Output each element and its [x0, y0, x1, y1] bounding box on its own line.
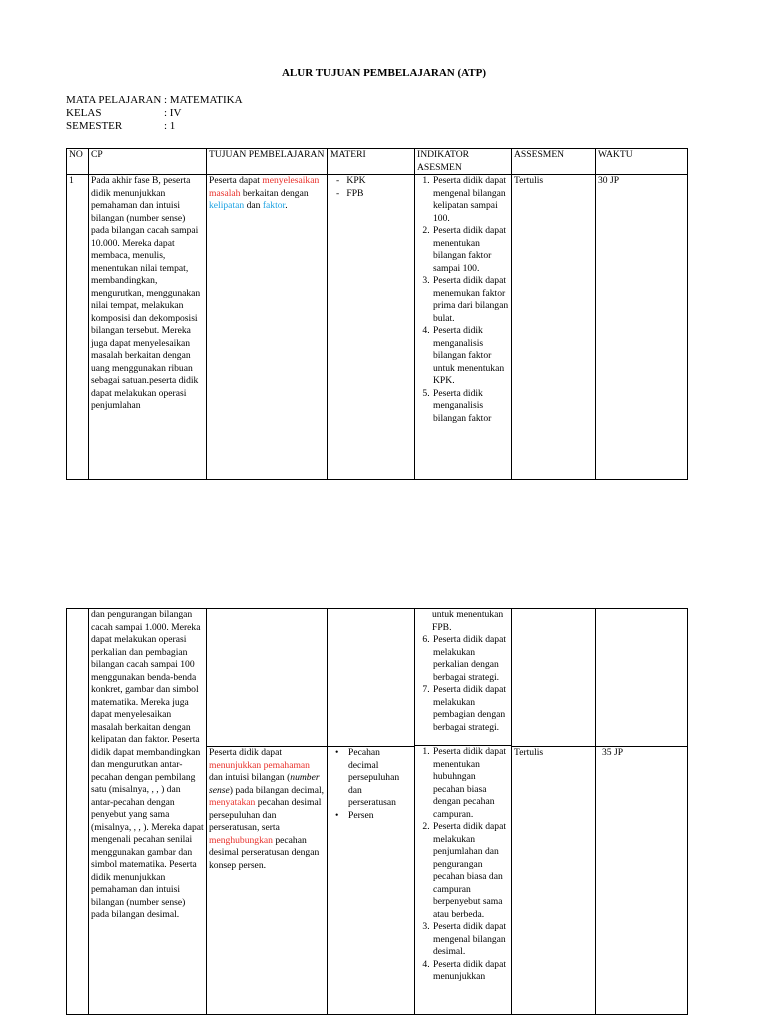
indikator-list [417, 746, 509, 984]
list-item: 4. Peserta didik menganalisis bilangan faktor untuk menentukan KPK. [432, 325, 509, 388]
row1-asesmen: Tertulis [512, 175, 596, 480]
list-item: 4. Peserta didik dapat menunjukkan [432, 959, 509, 984]
header-asesmen: ASSESMEN [512, 149, 596, 175]
row-cont-waktu [596, 609, 688, 1015]
atp-table-part1 [66, 148, 688, 480]
tp-text: Peserta dapat [209, 175, 263, 186]
meta-info [66, 94, 243, 133]
meta-class [66, 107, 243, 120]
tp-text: ) pada bilangan decimal, [229, 784, 325, 796]
row1-cp: Pada akhir fase B, peserta didik menunjukkan pemahaman dan intuisi bilangan (number sense) pada bilangan cacah sampai 10.000. Mereka dapat membaca, menulis, menentukan nilai tempat, membandingkan, mengurutkan, menggunakan nilai tempat, melakukan komposisi dan dekomposisi bilangan tersebut. Mereka juga dapat menyelesaikan masalah berkaitan dengan uang menggunakan ribuan sebagai satuan.peserta didik dapat melakukan operasi penjumlahan [89, 175, 207, 480]
row2-indikator [415, 746, 511, 984]
tp-italic: number sense [209, 772, 320, 796]
table-row [67, 609, 688, 1015]
tp-text: berkaitan dengan [240, 187, 309, 199]
header-indikator: INDIKATOR ASESMEN [415, 149, 512, 175]
row1-tujuan-cont [207, 609, 327, 747]
indikator-list [417, 634, 509, 734]
meta-class-value: : IV [164, 107, 182, 119]
row1-tujuan [207, 175, 328, 480]
row-cont-no [67, 609, 89, 1015]
row1-asesmen-cont [512, 609, 595, 747]
row-cont-tujuan [207, 609, 328, 1015]
row1-no: 1 [67, 175, 89, 480]
tp-text: dan intuisi bilangan ( [209, 772, 291, 783]
row2-tujuan [207, 747, 327, 872]
header-cp: CP [89, 149, 207, 175]
tp-text: pecahan desimal perseratusan dengan konsep persen. [209, 834, 320, 871]
row1-indikator-cont [415, 609, 511, 746]
row2-waktu: 35 JP [602, 747, 624, 758]
row1-indikator [415, 175, 512, 480]
list-item: 2. Peserta didik dapat menentukan bilangan faktor sampai 100. [432, 225, 509, 275]
materi-list [330, 175, 412, 200]
meta-class-label: KELAS [66, 107, 102, 119]
list-item: - KPK [330, 175, 412, 188]
header-waktu: WAKTU [596, 149, 688, 175]
tp-highlight-red: menyatakan [209, 797, 256, 808]
row-cont-asesmen [512, 609, 596, 1015]
list-item: 7. Peserta didik dapat melakukan pembagian dengan berbagai strategi. [432, 684, 509, 734]
meta-semester-label: SEMESTER [66, 120, 123, 132]
atp-table-part2 [66, 608, 688, 1015]
row-cont-materi [328, 609, 415, 1015]
tp-text: dan [244, 200, 263, 211]
list-item: 2. Peserta didik dapat melakukan penjumlahan dan pengurangan pecahan biasa dan campuran berpenyebut sama atau berbeda. [432, 821, 509, 921]
header-no: NO [67, 149, 89, 175]
tp-text: . [285, 200, 288, 211]
row1-waktu: 30 JP [596, 175, 688, 480]
list-item: 1. Peserta didik dapat menentukan hubuhngan pecahan biasa dengan pecahan campuran. [432, 746, 509, 821]
tp-text: pecahan desimal persepuluhan dan perseratusan, serta [209, 797, 322, 833]
materi-list [330, 747, 412, 822]
row1-waktu-cont [596, 609, 687, 747]
row1-materi-cont [328, 609, 414, 747]
indikator-continued: untuk menentukan FPB. [432, 609, 504, 633]
document-title: ALUR TUJUAN PEMBELAJARAN (ATP) [281, 67, 486, 79]
header-materi: MATERI [328, 149, 415, 175]
tp-highlight-red: menghubungkan [209, 834, 273, 846]
list-item: 6. Peserta didik dapat melakukan perkalian dengan berbagai strategi. [432, 634, 509, 684]
tp-highlight-blue: faktor [262, 200, 286, 211]
table-row [67, 175, 688, 480]
meta-semester [66, 120, 243, 133]
list-item: 3. Peserta didik dapat menemukan faktor prima dari bilangan bulat. [432, 275, 509, 325]
row-cont-indikator [415, 609, 512, 1015]
header-tujuan: TUJUAN PEMBELAJARAN [207, 149, 328, 175]
row2-materi [328, 747, 414, 822]
tp-highlight-red: menunjukkan pemahaman [209, 759, 310, 771]
indikator-list [417, 175, 509, 425]
row2-asesmen: Tertulis [514, 747, 544, 758]
list-item: 3. Peserta didik dapat mengenal bilangan desimal. [432, 921, 509, 959]
meta-subject-value: : MATEMATIKA [164, 94, 243, 106]
tp-highlight-blue: kelipatan [209, 200, 245, 211]
list-item: 5. Peserta didik menganalisis bilangan faktor [432, 388, 509, 426]
table-header-row [67, 149, 688, 175]
list-item: 1. Peserta didik dapat mengenal bilangan kelipatan sampai 100. [432, 175, 509, 225]
meta-subject [66, 94, 243, 107]
meta-semester-value: : 1 [164, 120, 176, 132]
list-item: - FPB [330, 188, 412, 201]
list-item: • Persen [348, 810, 412, 823]
row1-materi [328, 175, 415, 480]
row-cont-cp: dan pengurangan bilangan cacah sampai 1.000. Mereka dapat melakukan operasi perkalian dan pembagian bilangan cacah sampai 100 menggunakan benda-benda konkret, gambar dan simbol matematika. Mereka juga dapat menyelesaikan masalah berkaitan dengan kelipatan dan faktor. Peserta didik dapat membandingkan dan mengurutkan antar-pecahan dengan pembilang satu (misalnya, , , ) dan antar-pecahan dengan penyebut yang sama (misalnya, , , ). Mereka dapat mengenali pecahan senilai menggunakan gambar dan simbol matematika. Peserta didik menunjukkan pemahaman dan intuisi bilangan (number sense) pada bilangan desimal. [89, 609, 207, 1015]
list-item: • Pecahan decimal persepuluhan dan perseratusan [348, 747, 412, 810]
tp-highlight-red: menyelesaikan masalah [209, 175, 320, 199]
meta-subject-label: MATA PELAJARAN [66, 94, 162, 106]
tp-text: Peserta didik dapat [209, 747, 282, 758]
